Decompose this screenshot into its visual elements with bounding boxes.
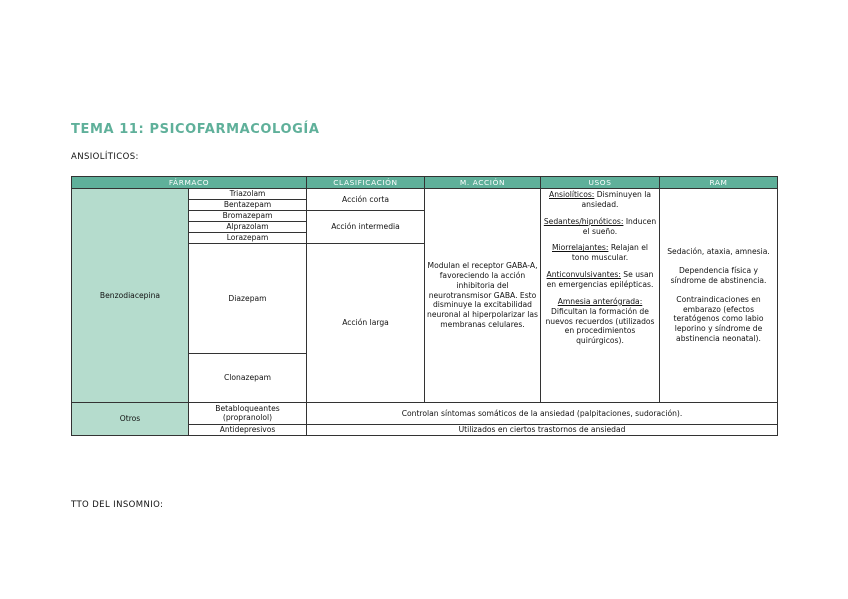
group-otros: Otros (72, 403, 189, 436)
header-accion: M. ACCIÓN (425, 177, 541, 189)
usos-benzo (541, 189, 660, 403)
desc-antidepresivos: Utilizados en ciertos trastornos de ansiedad (307, 425, 778, 436)
drug-clonazepam: Clonazepam (189, 354, 307, 403)
drug-antidepresivos: Antidepresivos (189, 425, 307, 436)
drug-lorazepam: Lorazepam (189, 233, 307, 244)
drug-bentazepam: Bentazepam (189, 200, 307, 211)
ansioliticos-table (71, 176, 778, 436)
uso-item (543, 190, 657, 210)
uso-text: Relajan el tono muscular. (571, 243, 648, 263)
table-row (72, 403, 778, 425)
uso-label: Anticonvulsivantes: (546, 270, 621, 280)
drug-betabloqueantes: Betabloqueantes (propranolol) (189, 403, 307, 425)
drug-alprazolam: Alprazolam (189, 222, 307, 233)
uso-item (543, 270, 657, 290)
table-header-row (72, 177, 778, 189)
drug-triazolam: Triazolam (189, 189, 307, 200)
header-clasificacion: CLASIFICACIÓN (307, 177, 425, 189)
table-row (72, 189, 778, 200)
group-benzodiacepina: Benzodiacepina (72, 189, 189, 403)
class-accion-intermedia: Acción intermedia (307, 211, 425, 244)
uso-text: Dificultan la formación de nuevos recuerdos (utilizados en procedimientos quirúrgicos). (545, 306, 655, 346)
uso-label: Miorrelajantes: (552, 243, 609, 253)
section-heading-insomnio: TTO DEL INSOMNIO: (71, 500, 164, 510)
drug-bromazepam: Bromazepam (189, 211, 307, 222)
uso-item (543, 217, 657, 237)
class-accion-corta: Acción corta (307, 189, 425, 211)
ram-benzo (660, 189, 778, 403)
header-ram: RAM (660, 177, 778, 189)
mechanism-benzo: Modulan el receptor GABA-A, favoreciendo la acción inhibitoria del neurotransmisor GABA. Esto disminuye la excitabilidad neuronal al hiperpolarizar las membranas celulares. (425, 189, 541, 403)
drug-diazepam: Diazepam (189, 244, 307, 354)
header-farmaco: FÁRMACO (72, 177, 307, 189)
uso-text: Se usan en emergencias epilépticas. (546, 270, 654, 290)
uso-text: Disminuyen la ansiedad. (581, 190, 651, 209)
ram-item: Dependencia física y síndrome de abstinencia. (670, 265, 767, 285)
page-title: TEMA 11: PSICOFARMACOLOGÍA (71, 122, 320, 137)
desc-betabloqueantes: Controlan síntomas somáticos de la ansiedad (palpitaciones, sudoración). (307, 403, 778, 425)
class-accion-larga: Acción larga (307, 244, 425, 403)
ram-item: Sedación, ataxia, amnesia. (667, 247, 770, 257)
header-usos: USOS (541, 177, 660, 189)
uso-label: Ansiolíticos: (549, 190, 595, 199)
ram-item: Contraindicaciones en embarazo (efectos teratógenos como labio leporino y síndrome de abstinencia neonatal). (673, 294, 764, 344)
section-heading-ansioliticos: ANSIOLÍTICOS: (71, 152, 139, 162)
uso-item (543, 243, 657, 263)
uso-label: Amnesia anterógrada: (557, 296, 643, 306)
uso-item (543, 297, 657, 346)
uso-label: Sedantes/hipnóticos: (543, 216, 624, 226)
uso-text: Inducen el sueño. (582, 216, 657, 236)
